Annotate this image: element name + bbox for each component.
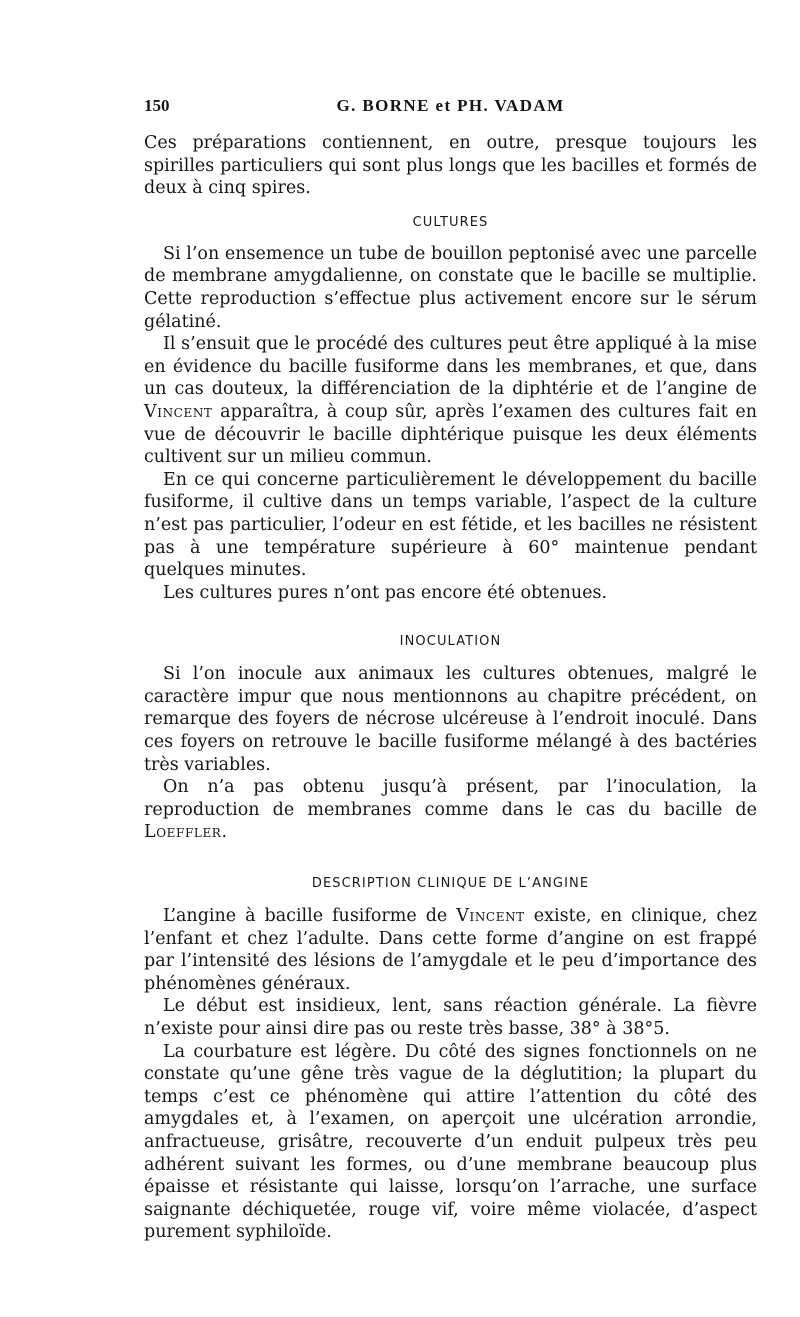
paragraph: Les cultures pures n’ont pas encore été obtenues. [163,582,608,603]
author-name: Loeffler [144,822,222,843]
author-name: Vincent [456,906,525,927]
paragraph: Si l’on ensemence un tube de bouillon peptonisé avec une parcelle de membrane amygdalienne, on constate que le bacille se multiplie. Cette reproduction s’effectue plus activement encore sur le sérum gélatiné. [144,243,757,332]
paragraph: La courbature est légère. Du côté des signes fonctionnels on ne constate qu’une gêne très vague de la déglutition; la plupart du temps c’est ce phénomène qui attire l’attention du côté des amygdales et, à l’examen, on aperçoit une ulcération arrondie, anfractueuse, grisâtre, recouverte d’un enduit pulpeux très peu adhérent suivant les formes, ou d’une membrane beaucoup plus épaisse et résistante qui laisse, lorsqu’on l’arrache, une surface saignante déchiquetée, rouge vif, voire même violacée, d’aspect purement syphiloïde. [144,1041,757,1243]
section-heading-cultures: CULTURES [412,214,489,230]
running-head [144,96,757,122]
paragraph: On n’a pas obtenu jusqu’à présent, par l’inoculation, la reproduction de membranes comme dans le cas du bacille de Loeffler. [144,777,757,843]
running-title: G. BORNE et PH. VADAM [336,96,565,115]
paragraph: En ce qui concerne particulièrement le développement du bacille fusiforme, il cultive dans un temps variable, l’aspect de la culture n’est pas particulier, l’odeur en est fétide, et les bacilles ne résistent pas à une température supérieure à 60° maintenue pendant quelques minutes. [144,469,757,581]
paragraph: Si l’on inocule aux animaux les cultures obtenues, malgré le caractère impur que nous mentionnons au chapitre précédent, on remarque des foyers de nécrose ulcéreuse à l’endroit inoculé. Dans ces foyers on retrouve le bacille fusiforme mélangé à des bactéries très variables. [144,664,757,775]
author-name: Vincent [144,401,213,422]
section-heading-description: DESCRIPTION CLINIQUE DE L’ANGINE [311,876,590,892]
page-number: 150 [144,96,170,115]
paragraph: L’angine à bacille fusiforme de Vincent existe, en clinique, chez l’enfant et chez l’adulte. Dans cette forme d’angine on est frappé par l’intensité des lésions de l’amygdale et le peu d’importance des phénomènes généraux. [144,906,757,994]
paragraph: Ces préparations contiennent, en outre, presque toujours les spirilles particuliers qui sont plus longs que les bacilles et formés de deux à cinq spires. [144,133,757,199]
section-heading-inoculation: INOCULATION [399,634,502,650]
paragraph: Le début est insidieux, lent, sans réaction générale. La fièvre n’existe pour ainsi dire pas ou reste très basse, 38° à 38°5. [144,996,757,1039]
body-text [144,132,757,1244]
paragraph: Il s’ensuit que le procédé des cultures peut être appliqué à la mise en évidence du bacille fusiforme dans les membranes, et que, dans un cas douteux, la différenciation de la diphtérie et de l’angine de Vincent apparaîtra, à coup sûr, après l’examen des cultures fait en vue de découvrir le bacille diphtérique puisque les deux éléments cultivent sur un milieu commun. [144,334,757,468]
